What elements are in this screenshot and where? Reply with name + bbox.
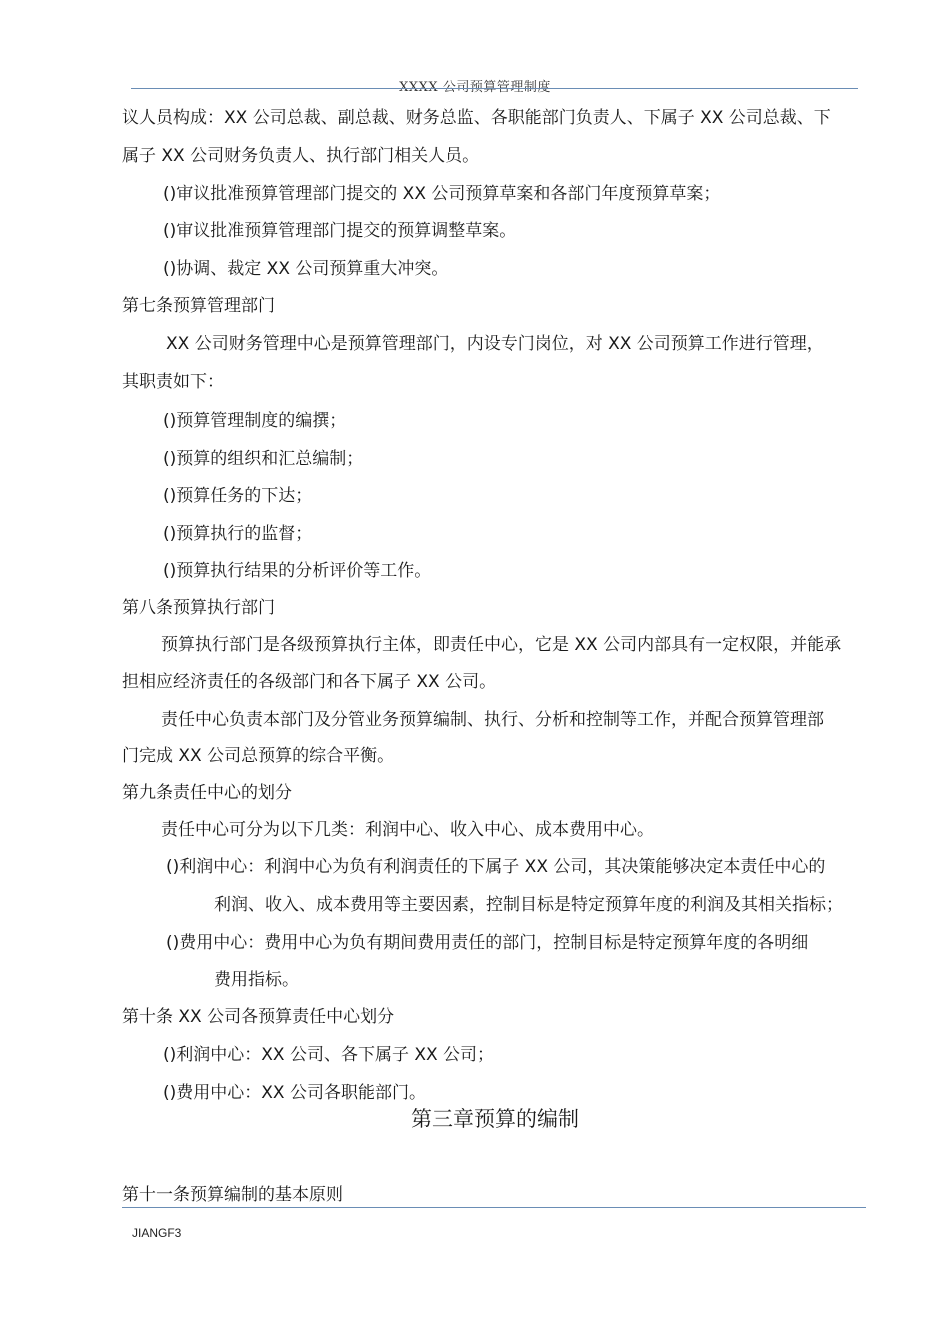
body-line: 议人员构成：XX 公司总裁、副总裁、财务总监、各职能部门负责人、下属子 XX 公司总裁、下 <box>122 108 831 128</box>
page-header-title: XXXX 公司预算管理制度 <box>399 80 551 95</box>
header-rule <box>131 88 858 89</box>
list-item: ()预算执行结果的分析评价等工作。 <box>163 561 432 581</box>
article-heading: 第九条责任中心的划分 <box>122 783 292 803</box>
article-heading: 第八条预算执行部门 <box>122 598 275 618</box>
list-item: ()审议批准预算管理部门提交的预算调整草案。 <box>163 221 517 241</box>
list-item: ()费用中心：费用中心为负有期间费用责任的部门，控制目标是特定预算年度的各明细 <box>166 933 809 953</box>
list-item: ()预算管理制度的编撰； <box>163 411 347 431</box>
article-heading: 第七条预算管理部门 <box>122 296 275 316</box>
body-line: 门完成 XX 公司总预算的综合平衡。 <box>122 746 395 766</box>
footer-rule <box>122 1207 866 1208</box>
body-line: 责任中心负责本部门及分管业务预算编制、执行、分析和控制等工作，并配合预算管理部 <box>161 710 824 730</box>
list-item: ()预算执行的监督； <box>163 524 313 544</box>
body-line: XX 公司财务管理中心是预算管理部门，内设专门岗位，对 XX 公司预算工作进行管理， <box>166 334 824 354</box>
body-line: 其职责如下： <box>122 372 224 392</box>
article-heading: 第十一条预算编制的基本原则 <box>122 1185 343 1205</box>
list-item: ()费用中心：XX 公司各职能部门。 <box>163 1083 426 1103</box>
body-line: 责任中心可分为以下几类：利润中心、收入中心、成本费用中心。 <box>161 820 654 840</box>
chapter-title: 第三章预算的编制 <box>411 1107 579 1131</box>
list-item: ()预算的组织和汇总编制； <box>163 449 364 469</box>
article-heading: 第十条 XX 公司各预算责任中心划分 <box>122 1007 395 1027</box>
list-item: ()利润中心：XX 公司、各下属子 XX 公司； <box>163 1045 495 1065</box>
body-line: 预算执行部门是各级预算执行主体，即责任中心，它是 XX 公司内部具有一定权限，并能承 <box>161 635 842 655</box>
body-line: 属子 XX 公司财务负责人、执行部门相关人员。 <box>122 146 480 166</box>
list-item: ()预算任务的下达； <box>163 486 313 506</box>
list-item-continuation: 费用指标。 <box>214 970 299 990</box>
page-footer-text: JIANGF3 <box>132 1226 182 1240</box>
list-item-continuation: 利润、收入、成本费用等主要因素，控制目标是特定预算年度的利润及其相关指标； <box>214 895 843 915</box>
list-item: ()利润中心：利润中心为负有利润责任的下属子 XX 公司，其决策能够决定本责任中心的 <box>166 857 826 877</box>
list-item: ()协调、裁定 XX 公司预算重大冲突。 <box>163 259 449 279</box>
list-item: ()审议批准预算管理部门提交的 XX 公司预算草案和各部门年度预算草案； <box>163 184 721 204</box>
body-line: 担相应经济责任的各级部门和各下属子 XX 公司。 <box>122 672 497 692</box>
